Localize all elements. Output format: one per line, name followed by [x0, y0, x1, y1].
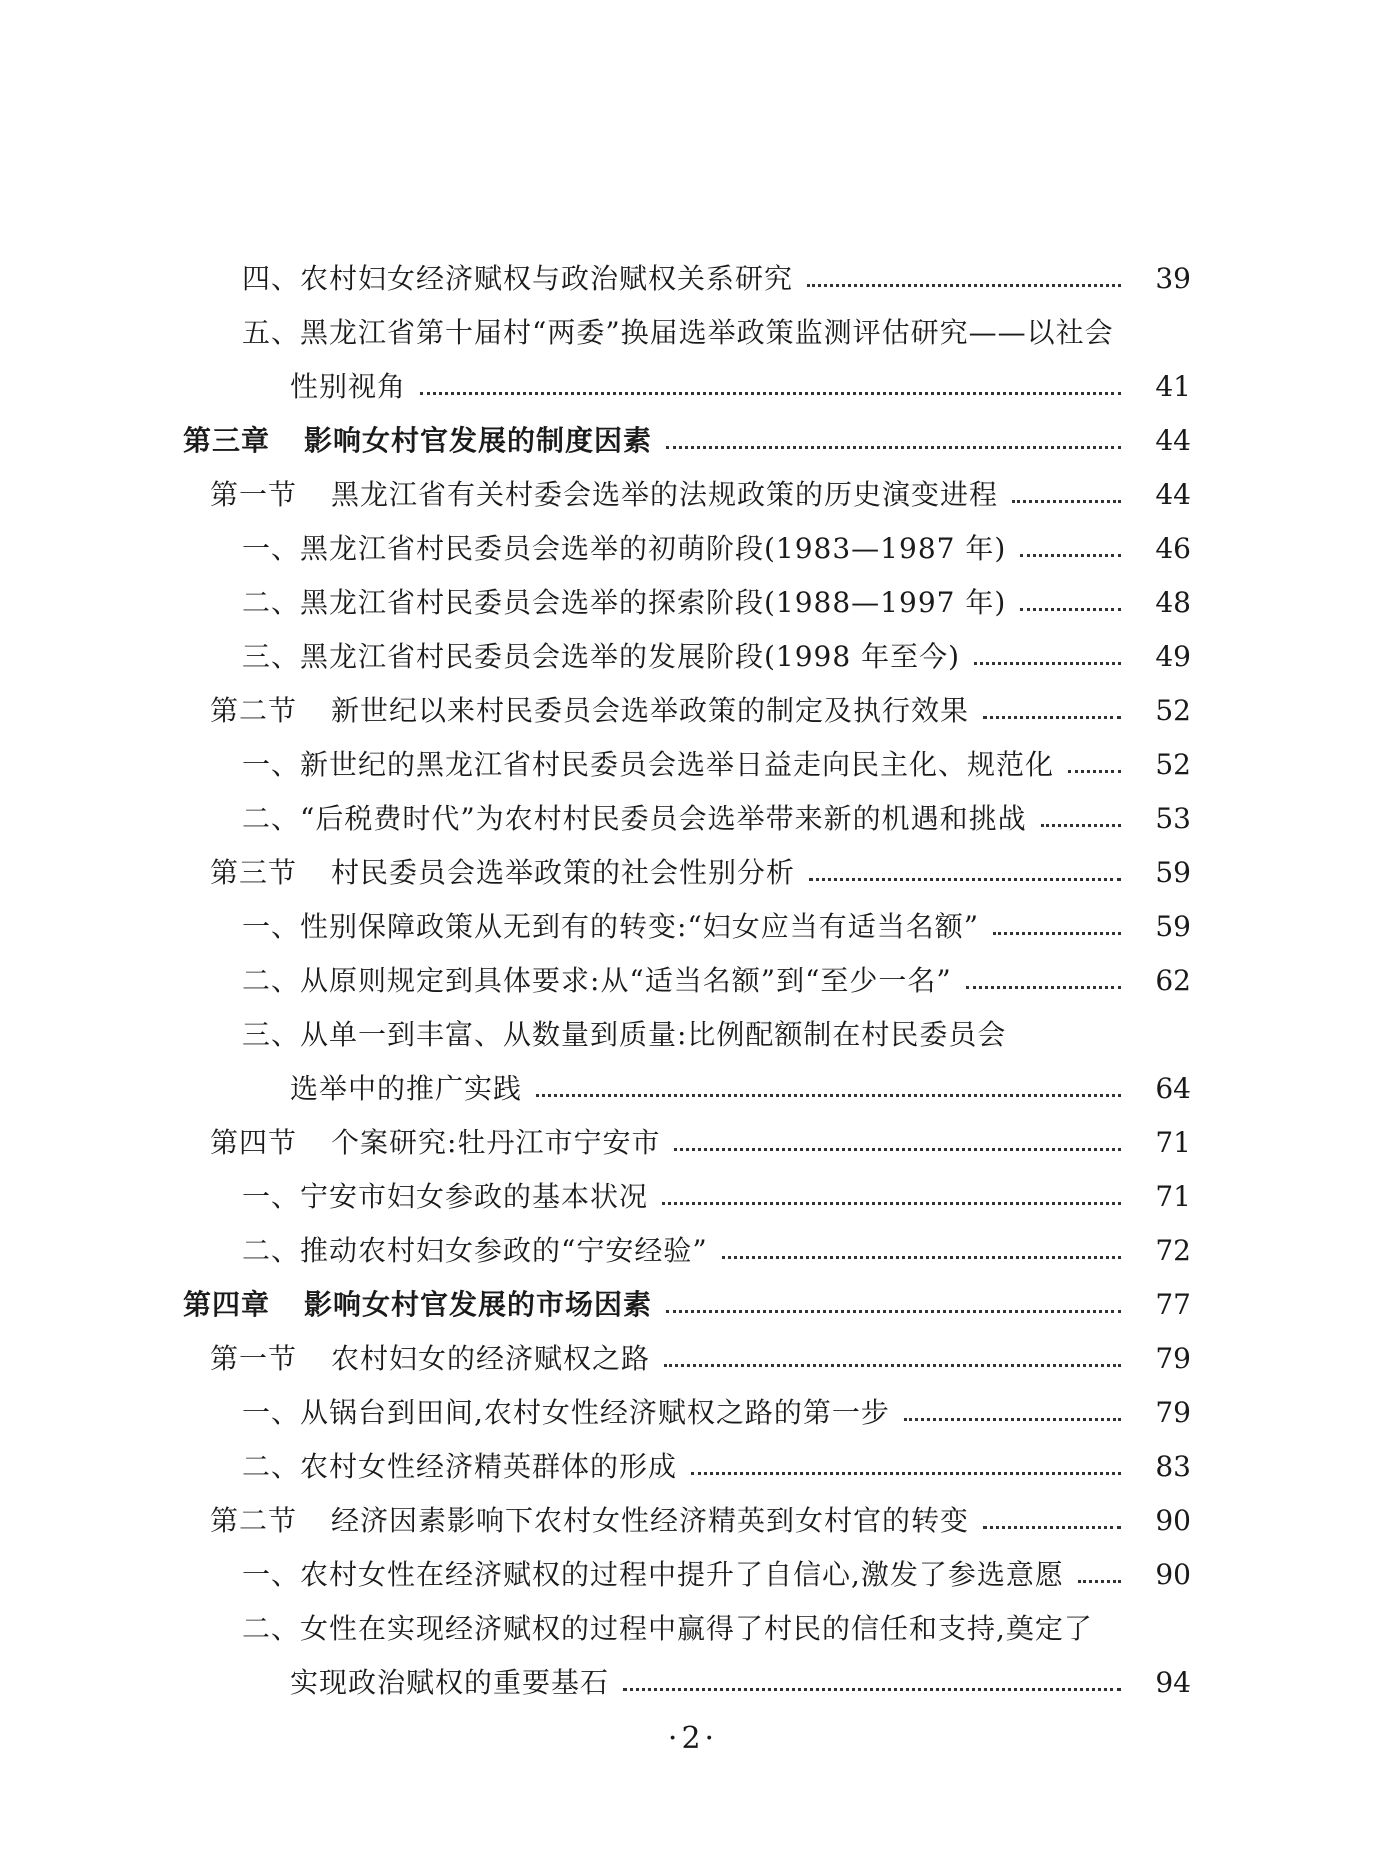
- toc-entry-item[interactable]: [0, 792, 1386, 846]
- toc-entry-title: 性别视角: [290, 370, 407, 403]
- toc-entry-title: [183, 414, 652, 468]
- toc-page-number: 49: [1155, 640, 1191, 673]
- toc-entry-label: 第四节: [210, 1126, 298, 1159]
- toc-page-number: 39: [1155, 262, 1191, 295]
- dot-leader: [966, 986, 1121, 989]
- toc-entry-text: 农村妇女的经济赋权之路: [331, 1342, 651, 1375]
- toc-entry-item[interactable]: [0, 576, 1386, 630]
- toc-page-number: 72: [1155, 1234, 1191, 1267]
- toc-entry-cont[interactable]: [0, 360, 1386, 414]
- dot-leader: [993, 932, 1121, 935]
- toc-page-number: 79: [1155, 1342, 1191, 1375]
- toc-entry-label: 第一节: [210, 478, 298, 511]
- toc-entry-section[interactable]: [0, 1494, 1386, 1548]
- toc-entry-item[interactable]: [0, 1224, 1386, 1278]
- toc-page-number: 41: [1155, 370, 1191, 403]
- toc-entry-title: 一、从锅台到田间,农村女性经济赋权之路的第一步: [242, 1396, 890, 1429]
- toc-entry-title: 实现政治赋权的重要基石: [290, 1666, 610, 1699]
- toc-page-number: 64: [1155, 1072, 1191, 1105]
- toc-entry-label: 第三章: [183, 424, 271, 457]
- toc-page-number: 71: [1155, 1180, 1191, 1213]
- toc-entry-label: 第一节: [210, 1342, 298, 1375]
- dot-leader: [1020, 608, 1121, 611]
- toc-entry-section[interactable]: [0, 846, 1386, 900]
- toc-entry-item[interactable]: [0, 1386, 1386, 1440]
- toc-entry-title: [210, 1116, 660, 1170]
- toc-entry-title: 四、农村妇女经济赋权与政治赋权关系研究: [242, 262, 794, 295]
- dot-leader: [1012, 500, 1121, 503]
- toc-entry-item[interactable]: [0, 522, 1386, 576]
- dot-leader: [809, 878, 1121, 881]
- toc-entry-title: 二、从原则规定到具体要求:从“适当名额”到“至少一名”: [242, 964, 952, 997]
- toc-entry-title: 二、农村女性经济精英群体的形成: [242, 1450, 678, 1483]
- toc-page-number: 77: [1155, 1288, 1191, 1321]
- toc-entry-item[interactable]: [0, 738, 1386, 792]
- dot-leader: [904, 1418, 1121, 1421]
- toc-page-number: 90: [1155, 1504, 1191, 1537]
- dot-leader: [666, 446, 1121, 449]
- toc-entry-text: 村民委员会选举政策的社会性别分析: [331, 856, 796, 889]
- toc-entry-item[interactable]: [0, 954, 1386, 1008]
- toc-entry-title: 二、女性在实现经济赋权的过程中赢得了村民的信任和支持,奠定了: [242, 1612, 1093, 1645]
- toc-page-number: 52: [1155, 694, 1191, 727]
- toc-entry-chapter[interactable]: [0, 1278, 1386, 1332]
- dot-leader: [662, 1202, 1121, 1205]
- toc-page-number: 94: [1155, 1666, 1191, 1699]
- toc-entry-section[interactable]: [0, 1332, 1386, 1386]
- toc-entry-title: 一、性别保障政策从无到有的转变:“妇女应当有适当名额”: [242, 910, 980, 943]
- toc-entry-title: 二、推动农村妇女参政的“宁安经验”: [242, 1234, 708, 1267]
- toc-entry-section[interactable]: [0, 1116, 1386, 1170]
- toc-entry-item[interactable]: [0, 630, 1386, 684]
- toc-page-number: 44: [1155, 478, 1191, 511]
- toc-entry-title: [210, 1494, 969, 1548]
- toc-entry-item[interactable]: [0, 252, 1386, 306]
- dot-leader: [420, 392, 1121, 395]
- toc-entry-item[interactable]: [0, 1170, 1386, 1224]
- dot-leader: [664, 1364, 1121, 1367]
- dot-leader: [674, 1148, 1121, 1151]
- toc-entry-section[interactable]: [0, 684, 1386, 738]
- dot-leader: [536, 1094, 1121, 1097]
- dot-leader: [983, 716, 1121, 719]
- table-of-contents: [0, 252, 1386, 1710]
- toc-page-number: 48: [1155, 586, 1191, 619]
- toc-entry-item[interactable]: [0, 306, 1386, 360]
- toc-page-number: 44: [1155, 424, 1191, 457]
- dot-leader: [722, 1256, 1121, 1259]
- toc-entry-item[interactable]: [0, 900, 1386, 954]
- toc-entry-chapter[interactable]: [0, 414, 1386, 468]
- toc-entry-cont[interactable]: [0, 1656, 1386, 1710]
- toc-entry-title: [183, 1278, 652, 1332]
- toc-entry-text: 黑龙江省有关村委会选举的法规政策的历史演变进程: [331, 478, 999, 511]
- toc-entry-label: 第二节: [210, 694, 298, 727]
- dot-leader: [666, 1310, 1121, 1313]
- toc-entry-text: 新世纪以来村民委员会选举政策的制定及执行效果: [331, 694, 970, 727]
- toc-entry-item[interactable]: [0, 1548, 1386, 1602]
- toc-entry-text: 经济因素影响下农村女性经济精英到女村官的转变: [331, 1504, 970, 1537]
- dot-leader: [1068, 770, 1121, 773]
- toc-entry-text: 影响女村官发展的制度因素: [304, 424, 653, 457]
- toc-entry-title: 一、农村女性在经济赋权的过程中提升了自信心,激发了参选意愿: [242, 1558, 1064, 1591]
- toc-entry-title: [210, 846, 795, 900]
- toc-entry-title: [210, 684, 969, 738]
- toc-page-number: 53: [1155, 802, 1191, 835]
- toc-entry-title: 选举中的推广实践: [290, 1072, 523, 1105]
- toc-entry-title: 五、黑龙江省第十届村“两委”换届选举政策监测评估研究——以社会: [242, 316, 1114, 349]
- dot-leader: [1078, 1580, 1121, 1583]
- toc-entry-title: [210, 1332, 650, 1386]
- dot-leader: [1041, 824, 1121, 827]
- dot-leader: [807, 284, 1121, 287]
- toc-entry-title: 三、从单一到丰富、从数量到质量:比例配额制在村民委员会: [242, 1018, 1007, 1051]
- toc-entry-item[interactable]: [0, 1602, 1386, 1656]
- toc-entry-text: 影响女村官发展的市场因素: [304, 1288, 653, 1321]
- toc-entry-cont[interactable]: [0, 1062, 1386, 1116]
- toc-page-number: 62: [1155, 964, 1191, 997]
- toc-entry-title: 一、新世纪的黑龙江省村民委员会选举日益走向民主化、规范化: [242, 748, 1055, 781]
- dot-leader: [983, 1526, 1121, 1529]
- toc-entry-item[interactable]: [0, 1008, 1386, 1062]
- toc-entry-title: 二、“后税费时代”为农村村民委员会选举带来新的机遇和挑战: [242, 802, 1027, 835]
- toc-entry-label: 第三节: [210, 856, 298, 889]
- toc-entry-text: 个案研究:牡丹江市宁安市: [331, 1126, 661, 1159]
- dot-leader: [623, 1688, 1121, 1691]
- toc-entry-title: 三、黑龙江省村民委员会选举的发展阶段(1998 年至今): [242, 640, 961, 673]
- toc-entry-label: 第四章: [183, 1288, 271, 1321]
- dot-leader: [1020, 554, 1121, 557]
- toc-page-number: 83: [1155, 1450, 1191, 1483]
- toc-entry-item[interactable]: [0, 1440, 1386, 1494]
- toc-entry-title: 一、黑龙江省村民委员会选举的初萌阶段(1983—1987 年): [242, 532, 1007, 565]
- toc-page-number: 52: [1155, 748, 1191, 781]
- toc-entry-title: [210, 468, 998, 522]
- toc-entry-title: 一、宁安市妇女参政的基本状况: [242, 1180, 649, 1213]
- dot-leader: [974, 662, 1121, 665]
- toc-entry-title: 二、黑龙江省村民委员会选举的探索阶段(1988—1997 年): [242, 586, 1007, 619]
- toc-page-number: 59: [1155, 856, 1191, 889]
- toc-page-number: 79: [1155, 1396, 1191, 1429]
- toc-entry-label: 第二节: [210, 1504, 298, 1537]
- page-number: ·2·: [667, 1721, 719, 1756]
- dot-leader: [691, 1472, 1121, 1475]
- toc-page-number: 46: [1155, 532, 1191, 565]
- toc-page-number: 71: [1155, 1126, 1191, 1159]
- toc-page-number: 90: [1155, 1558, 1191, 1591]
- toc-entry-section[interactable]: [0, 468, 1386, 522]
- toc-page-number: 59: [1155, 910, 1191, 943]
